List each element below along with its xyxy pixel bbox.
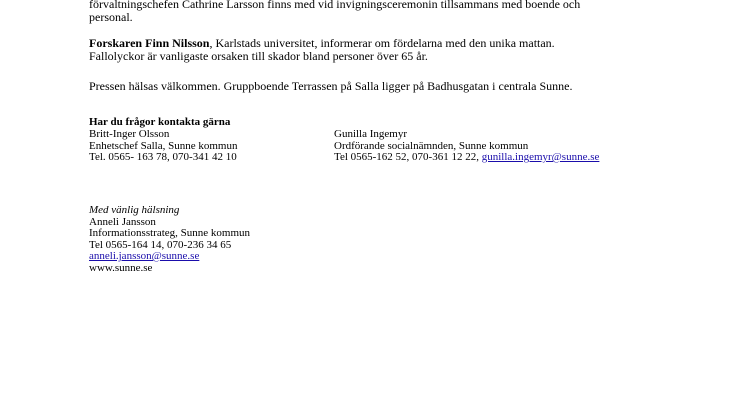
signature-name: Anneli Jansson [89,215,156,228]
contact-right-email-link[interactable]: gunilla.ingemyr@sunne.se [481,151,600,163]
signature-block [89,205,250,274]
contact-right-name: Gunilla Ingemyr [334,128,408,140]
contact-right-title: Ordförande socialnämnden, Sunne kommun [334,139,529,152]
contact-right-phone: Tel 0565-162 52, 070-361 12 22, [334,151,482,163]
signature-greeting: Med vänlig hälsning [89,204,180,216]
signature-title: Informationsstrateg, Sunne kommun [89,227,251,239]
intro-paragraph [89,0,689,24]
contact-left [89,129,237,164]
researcher-name: Forskaren Finn Nilsson [89,36,210,50]
researcher-paragraph [89,37,689,63]
intro-line-2: personal. [89,10,133,24]
signature-phone: Tel 0565-164 14, 070-236 34 65 [89,238,232,251]
press-paragraph: Pressen hälsas välkommen. Gruppboende Terrassen på Salla ligger på Badhusgatan i centrala Sunne. [89,79,573,93]
contacts-heading: Har du frågor kontakta gärna [89,116,231,128]
contact-left-phone: Tel. 0565- 163 78, 070-341 42 10 [89,151,237,163]
signature-website: www.sunne.se [89,261,153,274]
signature-email-link[interactable]: anneli.jansson@sunne.se [89,250,200,262]
researcher-line-2: Fallolyckor är vanligaste orsaken till skador bland personer över 65 år. [89,49,428,63]
intro-line-1: förvaltningschefen Cathrine Larsson finns med vid invigningsceremonin tillsammans med boende och [89,0,581,11]
contact-right [334,129,599,164]
contact-left-name: Britt-Inger Olsson [89,128,170,140]
researcher-affiliation: , Karlstads universitet, informerar om fördelarna med den unika mattan. [209,36,555,50]
contact-left-title: Enhetschef Salla, Sunne kommun [89,139,238,152]
contact-right-phone-line [334,152,599,164]
